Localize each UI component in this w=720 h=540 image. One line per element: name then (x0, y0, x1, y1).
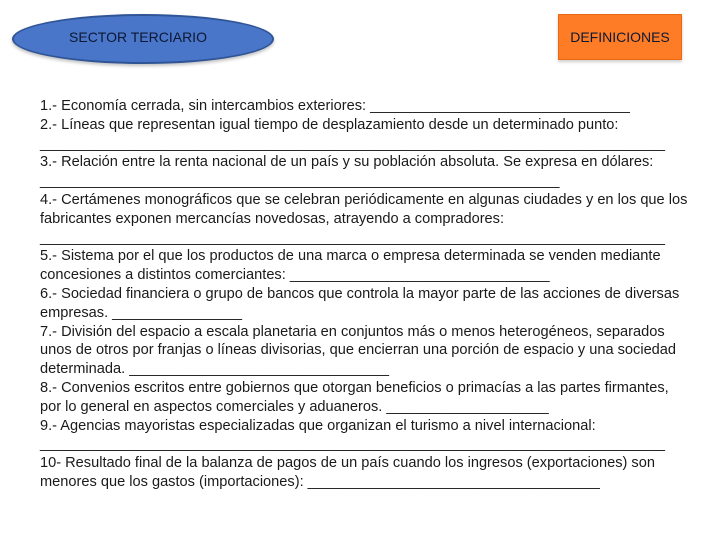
definiciones-box (558, 14, 682, 60)
definition-item-8: 8.- Convenios escritos entre gobiernos que otorgan beneficios o primacías a las partes firmantes, por lo general en aspectos comerciales y aduaneros. ____________________ (40, 379, 669, 415)
sector-terciario-oval (12, 14, 274, 64)
definition-item-5: 5.- Sistema por el que los productos de una marca o empresa determinada se venden mediante concesiones a distintos comerciantes: ________________________________ (40, 248, 661, 284)
definition-item-3: 3.- Relación entre la renta nacional de un país y su población absoluta. Se expresa en dólares: ________________________________________________________________ (40, 154, 654, 190)
definition-item-1: 1.- Economía cerrada, sin intercambios exteriores: ________________________________ (40, 98, 630, 114)
definition-item-7: 7.- División del espacio a escala planetaria en conjuntos más o menos heterogéneos, separados unos de otros por franjas o líneas divisorias, que encierran una porción de espacio y una sociedad determinada. ________________________________ (40, 323, 677, 378)
sector-terciario-label: SECTOR TERCIARIO (69, 29, 207, 45)
definition-item-10: 10- Resultado final de la balanza de pagos de un país cuando los ingresos (exportaciones) son menores que los gastos (importaciones): ____________________________________ (40, 455, 655, 490)
definition-item-4: 4.- Certámenes monográficos que se celebran periódicamente en algunas ciudades y en los que los fabricantes exponen mercancías novedosas, atrayendo a compradores: _____________________________________________________________________________ (40, 191, 688, 246)
definiciones-label: DEFINICIONES (570, 29, 670, 45)
definitions-list (40, 97, 688, 492)
definition-item-9: 9.- Agencias mayoristas especializadas que organizan el turismo a nivel internacional: _____________________________________________________________________________ (40, 417, 665, 453)
definition-item-6: 6.- Sociedad financiera o grupo de bancos que controla la mayor parte de las acciones de diversas empresas. ________________ (40, 285, 680, 321)
definition-item-2: 2.- Líneas que representan igual tiempo de desplazamiento desde un determinado punto: _____________________________________________________________________________ (40, 116, 665, 152)
